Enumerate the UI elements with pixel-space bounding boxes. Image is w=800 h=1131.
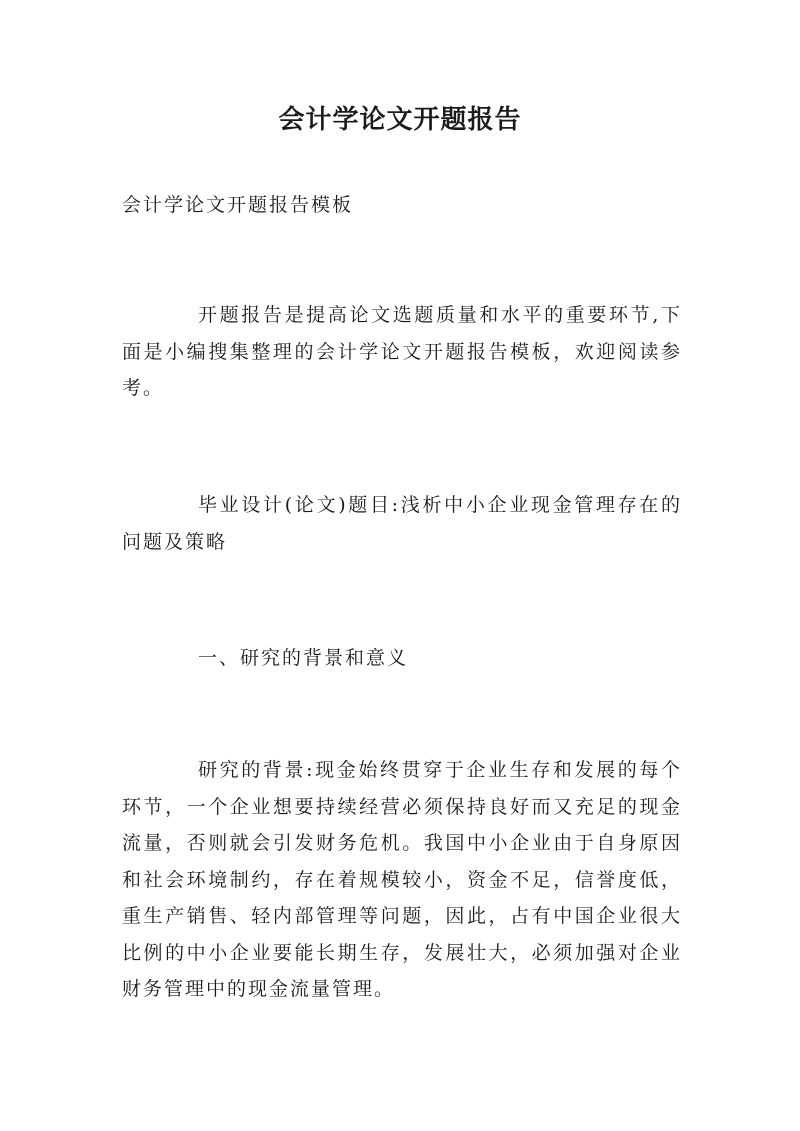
intro-paragraph: 开题报告是提高论文选题质量和水平的重要环节,下面是小编搜集整理的会计学论文开题报告模板，欢迎阅读参考。 bbox=[122, 304, 682, 399]
thesis-topic-paragraph: 毕业设计(论文)题目:浅析中小企业现金管理存在的问题及策略 bbox=[122, 494, 682, 553]
document-subtitle: 会计学论文开题报告模板 bbox=[122, 194, 354, 216]
section-heading: 一、研究的背景和意义 bbox=[198, 647, 409, 669]
background-paragraph: 研究的背景:现金始终贯穿于企业生存和发展的每个环节，一个企业想要持续经营必须保持良好而又充足的现金流量，否则就会引发财务危机。我国中小企业由于自身原因和社会环境制约，存在着规模较小，资金不足，信誉度低，重生产销售、轻内部管理等问题，因此，占有中国企业很大比例的中小企业要能长期生存，发展壮大，必须加强对企业财务管理中的现金流量管理。 bbox=[122, 759, 682, 1000]
document-title: 会计学论文开题报告 bbox=[278, 105, 522, 135]
